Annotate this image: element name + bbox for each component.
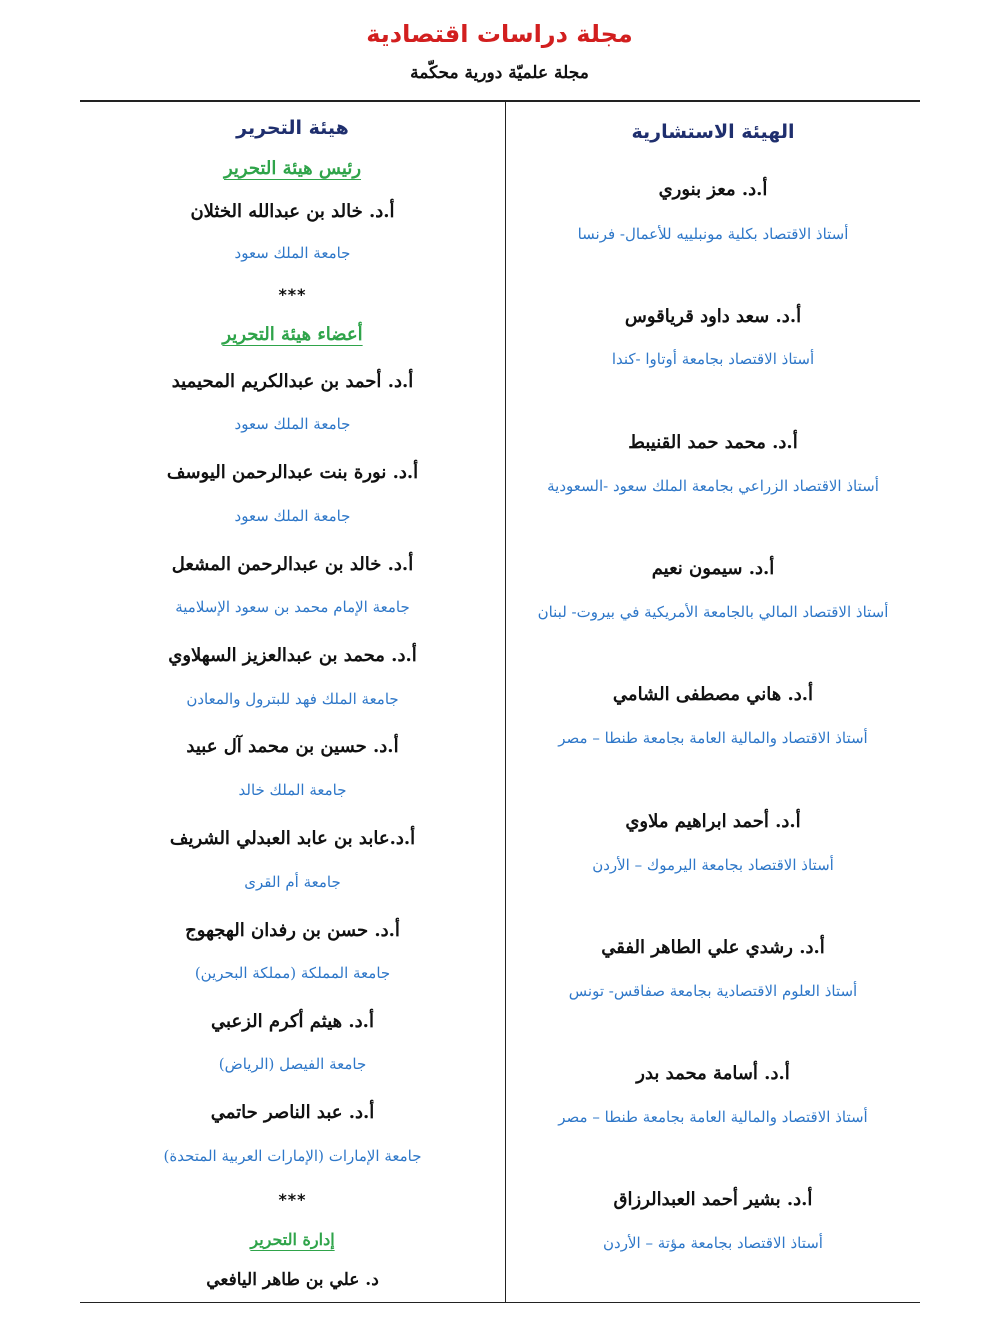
editorial-member <box>80 459 505 528</box>
editorial-member <box>80 917 505 985</box>
editorial-member <box>80 733 505 802</box>
chief-editor-label-text: رئيس هيئة التحرير <box>223 158 362 179</box>
separator-stars: *** <box>278 1190 307 1209</box>
editorial-management-label <box>80 1227 505 1253</box>
member-affiliation: أستاذ العلوم الاقتصادية بجامعة صفاقس- تونس <box>568 982 858 1000</box>
member-name: أ.د. بشير أحمد العبدالرزاق <box>613 1189 813 1210</box>
board-members-label <box>80 322 505 348</box>
member-affiliation: جامعة الملك فهد للبترول والمعادن <box>186 690 399 708</box>
board-members-label-text: أعضاء هيئة التحرير <box>222 324 363 345</box>
member-name: أ.د. أحمد ابراهيم ملاوي <box>625 811 801 832</box>
member-name: أ.د. رشدي علي الطاهر الفقي <box>601 937 825 958</box>
member-name: أ.د. معز بنوري <box>658 179 768 200</box>
member-name: أ.د. عبد الناصر حاتمي <box>210 1102 375 1123</box>
member-affiliation: أستاذ الاقتصاد بجامعة أوتاوا -كندا <box>611 350 815 368</box>
member-name: أ.د. أسامة محمد بدر <box>636 1063 790 1084</box>
member-name: أ.د. نورة بنت عبدالرحمن اليوسف <box>166 462 419 483</box>
member-name: أ.د. حسين بن محمد آل عبيد <box>186 736 399 757</box>
editorial-member <box>80 642 505 711</box>
advisory-member <box>506 303 920 371</box>
separator-stars: *** <box>278 285 307 304</box>
member-affiliation: جامعة الإمام محمد بن سعود الإسلامية <box>175 598 410 616</box>
advisory-member <box>506 429 920 498</box>
editorial-member <box>80 1008 505 1076</box>
editorial-member <box>80 551 505 619</box>
member-name: أ.د. خالد بن عبدالله الخثلان <box>190 201 395 222</box>
advisory-member <box>506 1186 920 1255</box>
journal-title: مجلة دراسات اقتصادية <box>366 20 633 48</box>
member-affiliation: جامعة أم القرى <box>244 873 341 891</box>
member-affiliation: أستاذ الاقتصاد بجامعة مؤتة – الأردن <box>603 1234 823 1252</box>
member-name: أ.د. أحمد بن عبدالكريم المحيميد <box>171 371 414 392</box>
member-name: أ.د. هيثم أكرم الزعبي <box>211 1011 374 1032</box>
member-affiliation: جامعة الملك سعود <box>234 415 351 433</box>
chief-editor <box>80 198 505 265</box>
advisory-member <box>506 808 920 877</box>
advisory-board-column <box>506 0 920 1318</box>
editorial-member <box>80 368 505 436</box>
member-name: أ.د. هاني مصطفى الشامي <box>612 684 814 705</box>
member-name: أ.د. سعد داود قرياقوس <box>624 306 802 327</box>
member-name: أ.د.عابد بن عابد العبدلي الشريف <box>169 828 416 849</box>
advisory-member <box>506 1060 920 1129</box>
member-affiliation: أستاذ الاقتصاد والمالية العامة بجامعة طنطا – مصر <box>558 1108 868 1126</box>
member-name: أ.د. خالد بن عبدالرحمن المشعل <box>171 554 414 575</box>
member-affiliation: أستاذ الاقتصاد والمالية العامة بجامعة طنطا – مصر <box>558 729 868 747</box>
member-name: أ.د. حسن بن رفدان الهجهوج <box>185 920 400 941</box>
member-affiliation: جامعة الفيصل (الرياض) <box>218 1055 367 1073</box>
advisory-board-heading: الهيئة الاستشارية <box>631 121 795 143</box>
editorial-member <box>80 825 505 894</box>
member-affiliation: أستاذ الاقتصاد المالي بالجامعة الأمريكية في بيروت- لبنان <box>537 603 889 621</box>
member-affiliation: جامعة الملك خالد <box>238 781 347 799</box>
editorial-management-label-text: إدارة التحرير <box>250 1230 335 1249</box>
member-affiliation: جامعة الملك سعود <box>234 244 351 262</box>
member-name: أ.د. سيمون نعيم <box>651 558 775 579</box>
member-affiliation: أستاذ الاقتصاد بجامعة اليرموك – الأردن <box>592 856 834 874</box>
member-name: أ.د. محمد حمد القنيبط <box>628 432 798 453</box>
member-affiliation: أستاذ الاقتصاد الزراعي بجامعة الملك سعود -السعودية <box>547 477 879 495</box>
advisory-member <box>506 176 920 246</box>
editorial-member <box>80 1099 505 1168</box>
member-affiliation: أستاذ الاقتصاد بكلية مونبلييه للأعمال- فرنسا <box>577 225 849 243</box>
member-name: أ.د. محمد بن عبدالعزيز السهلاوي <box>168 645 417 666</box>
advisory-member <box>506 934 920 1003</box>
member-affiliation: جامعة الإمارات (الإمارات العربية المتحدة) <box>163 1147 422 1165</box>
editorial-board-column <box>80 0 505 1318</box>
advisory-member <box>506 681 920 750</box>
chief-editor-label <box>80 156 505 182</box>
member-affiliation: جامعة المملكة (مملكة البحرين) <box>194 964 391 982</box>
advisory-member <box>506 555 920 624</box>
editorial-manager-name: د. علي بن طاهر اليافعي <box>206 1270 379 1290</box>
editorial-board-heading: هيئة التحرير <box>236 117 349 139</box>
journal-subtitle: مجلة علميّة دورية محكّمة <box>410 63 589 83</box>
member-affiliation: جامعة الملك سعود <box>234 507 351 525</box>
